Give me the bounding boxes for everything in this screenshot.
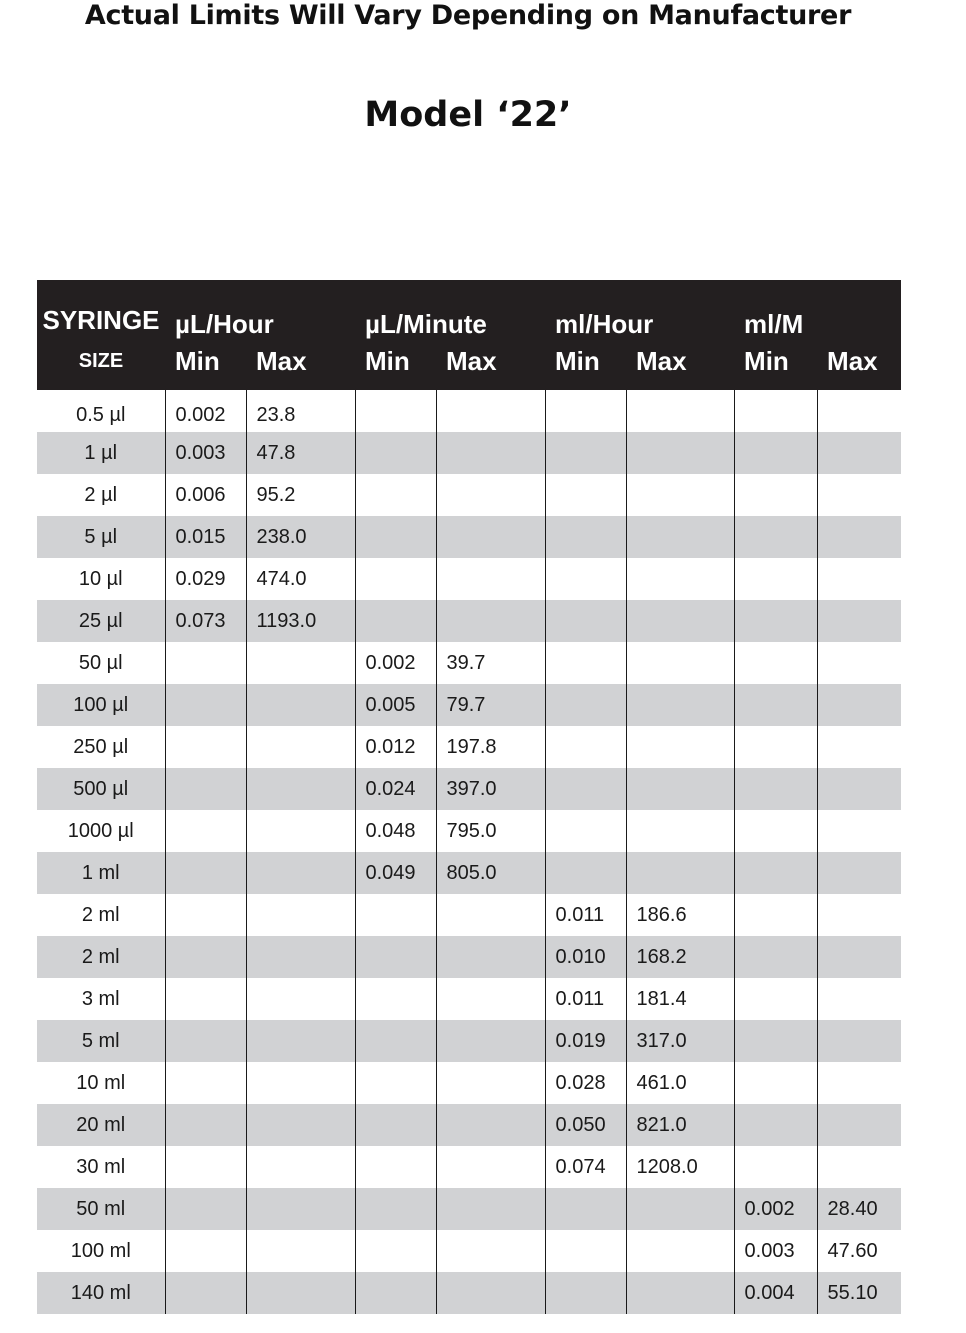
max-value-cell <box>817 516 901 558</box>
table-row <box>37 684 901 726</box>
syringe-size-cell: 10 ml <box>76 1071 126 1094</box>
max-value-cell <box>246 978 355 1020</box>
syringe-size-cell: 50 ml <box>37 1188 165 1230</box>
max-value-cell: 39.7 <box>436 642 545 684</box>
max-value-cell <box>246 936 355 978</box>
min-value-cell <box>165 894 246 936</box>
syringe-size-cell: 30 ml <box>76 1155 126 1178</box>
table-row <box>37 432 901 474</box>
min-value-cell: 0.012 <box>355 726 436 768</box>
syringe-size-cell: 2 ml <box>37 936 165 978</box>
max-value-cell <box>817 1062 901 1104</box>
max-value-cell <box>817 936 901 978</box>
min-value-cell <box>355 936 436 978</box>
min-value-cell: 0.011 <box>545 894 626 936</box>
max-value-cell <box>817 684 901 726</box>
min-value-cell <box>165 1230 246 1272</box>
min-value-cell <box>165 684 246 726</box>
max-value-cell <box>626 558 734 600</box>
max-value-cell <box>626 1272 734 1314</box>
max-value-cell: 47.60 <box>817 1230 901 1272</box>
min-value-cell <box>355 1230 436 1272</box>
min-value-cell <box>734 1062 817 1104</box>
min-value-cell <box>165 1272 246 1314</box>
max-value-cell: 795.0 <box>436 810 545 852</box>
max-value-cell <box>436 390 545 432</box>
max-value-cell <box>817 810 901 852</box>
max-value-cell <box>626 600 734 642</box>
table-row <box>37 726 901 768</box>
min-value-cell <box>165 1104 246 1146</box>
table-row <box>37 768 901 810</box>
min-value-cell <box>165 978 246 1020</box>
header-max: Max <box>436 342 545 390</box>
max-value-cell: 1193.0 <box>246 600 355 642</box>
min-value-cell <box>165 1020 246 1062</box>
header-syringe: SYRINGE <box>37 280 165 342</box>
min-value-cell <box>734 768 817 810</box>
header-min: Min <box>165 342 246 390</box>
max-value-cell <box>436 600 545 642</box>
max-value-cell <box>246 1272 355 1314</box>
syringe-size-cell: 1 µl <box>37 432 165 474</box>
table-row <box>37 894 901 936</box>
syringe-size-cell: 5 µl <box>37 516 165 558</box>
min-value-cell <box>165 642 246 684</box>
max-value-cell <box>436 978 545 1020</box>
max-value-cell: 397.0 <box>436 768 545 810</box>
max-value-cell <box>626 432 734 474</box>
min-value-cell <box>545 642 626 684</box>
table-row <box>37 1146 901 1188</box>
min-value-cell: 0.073 <box>165 600 246 642</box>
max-value-cell: 821.0 <box>626 1104 734 1146</box>
header-min: Min <box>545 342 626 390</box>
model-title: Model ‘22’ <box>364 95 572 135</box>
header-size: SIZE <box>37 342 165 390</box>
min-value-cell: 0.074 <box>545 1146 626 1188</box>
min-value-cell <box>355 390 436 432</box>
min-value-cell <box>545 1188 626 1230</box>
min-value-cell <box>545 768 626 810</box>
max-value-cell <box>436 474 545 516</box>
min-value-cell <box>355 978 436 1020</box>
table-row <box>37 642 901 684</box>
max-value-cell <box>436 1062 545 1104</box>
max-value-cell <box>817 390 901 432</box>
max-value-cell <box>436 1146 545 1188</box>
table-row <box>37 558 901 600</box>
syringe-size-cell: 5 ml <box>37 1020 165 1062</box>
max-value-cell: 197.8 <box>436 726 545 768</box>
syringe-size-cell: 250 µl <box>73 735 129 758</box>
min-value-cell <box>355 1020 436 1062</box>
min-value-cell <box>165 936 246 978</box>
max-value-cell <box>626 810 734 852</box>
max-value-cell <box>436 558 545 600</box>
min-value-cell <box>734 726 817 768</box>
max-value-cell: 79.7 <box>436 684 545 726</box>
header-max: Max <box>246 342 355 390</box>
min-value-cell <box>734 894 817 936</box>
syringe-size-cell: 140 ml <box>37 1272 165 1314</box>
min-value-cell: 0.010 <box>545 936 626 978</box>
max-value-cell: 805.0 <box>436 852 545 894</box>
min-value-cell <box>165 726 246 768</box>
syringe-size-cell: 3 ml <box>81 987 120 1010</box>
min-value-cell <box>545 852 626 894</box>
max-value-cell <box>817 1020 901 1062</box>
max-value-cell <box>817 642 901 684</box>
min-value-cell <box>165 1062 246 1104</box>
header-min: Min <box>734 342 817 390</box>
max-value-cell: 181.4 <box>626 978 734 1020</box>
min-value-cell <box>734 1146 817 1188</box>
min-value-cell <box>734 684 817 726</box>
min-value-cell <box>165 1146 246 1188</box>
min-value-cell <box>545 1230 626 1272</box>
max-value-cell <box>817 1146 901 1188</box>
max-value-cell <box>436 516 545 558</box>
syringe-size-cell: 20 ml <box>37 1104 165 1146</box>
min-value-cell <box>545 516 626 558</box>
max-value-cell: 168.2 <box>626 936 734 978</box>
syringe-size-cell: 25 µl <box>37 600 165 642</box>
min-value-cell: 0.050 <box>545 1104 626 1146</box>
syringe-size-cell: 2 µl <box>84 483 118 506</box>
min-value-cell <box>734 558 817 600</box>
max-value-cell <box>246 642 355 684</box>
max-value-cell <box>246 1188 355 1230</box>
max-value-cell <box>436 432 545 474</box>
min-value-cell <box>545 390 626 432</box>
max-value-cell <box>436 1188 545 1230</box>
syringe-size-cell: 1000 µl <box>67 819 134 842</box>
min-value-cell <box>734 390 817 432</box>
max-value-cell <box>817 1104 901 1146</box>
max-value-cell <box>436 1104 545 1146</box>
max-value-cell: 238.0 <box>246 516 355 558</box>
min-value-cell <box>734 936 817 978</box>
max-value-cell: 28.40 <box>817 1188 901 1230</box>
header-ul-hour: µL/Hour <box>165 280 355 342</box>
table-body <box>37 390 901 1314</box>
min-value-cell: 0.002 <box>165 390 246 432</box>
max-value-cell <box>246 1104 355 1146</box>
max-value-cell <box>246 1146 355 1188</box>
min-value-cell <box>734 600 817 642</box>
max-value-cell: 317.0 <box>626 1020 734 1062</box>
max-value-cell <box>246 894 355 936</box>
page-banner: Actual Limits Will Vary Depending on Manufacturer <box>84 0 852 31</box>
max-value-cell <box>246 810 355 852</box>
max-value-cell <box>246 684 355 726</box>
min-value-cell <box>545 810 626 852</box>
max-value-cell: 186.6 <box>626 894 734 936</box>
max-value-cell <box>626 474 734 516</box>
max-value-cell <box>817 432 901 474</box>
table-header <box>37 280 901 390</box>
min-value-cell <box>355 894 436 936</box>
table-row <box>37 600 901 642</box>
min-value-cell: 0.005 <box>355 684 436 726</box>
max-value-cell <box>246 1230 355 1272</box>
syringe-size-cell: 500 µl <box>37 768 165 810</box>
max-value-cell <box>817 474 901 516</box>
syringe-size-cell: 2 ml <box>81 903 120 926</box>
table-row <box>37 1188 901 1230</box>
max-value-cell <box>626 390 734 432</box>
max-value-cell: 461.0 <box>626 1062 734 1104</box>
max-value-cell <box>246 1062 355 1104</box>
max-value-cell <box>436 894 545 936</box>
min-value-cell: 0.004 <box>734 1272 817 1314</box>
table-row <box>37 1062 901 1104</box>
min-value-cell: 0.028 <box>545 1062 626 1104</box>
min-value-cell <box>734 852 817 894</box>
max-value-cell: 474.0 <box>246 558 355 600</box>
max-value-cell <box>817 978 901 1020</box>
table-row <box>37 810 901 852</box>
min-value-cell: 0.003 <box>734 1230 817 1272</box>
syringe-size-cell: 0.5 µl <box>76 403 126 426</box>
min-value-cell <box>734 642 817 684</box>
header-ul-minute: µL/Minute <box>355 280 545 342</box>
max-value-cell <box>626 726 734 768</box>
min-value-cell <box>734 516 817 558</box>
min-value-cell <box>545 474 626 516</box>
max-value-cell <box>436 1272 545 1314</box>
min-value-cell <box>734 474 817 516</box>
header-min: Min <box>355 342 436 390</box>
max-value-cell <box>246 726 355 768</box>
header-ml-hour: ml/Hour <box>545 280 734 342</box>
table-row <box>37 852 901 894</box>
header-max: Max <box>817 342 901 390</box>
min-value-cell <box>734 432 817 474</box>
max-value-cell <box>626 642 734 684</box>
min-value-cell <box>165 852 246 894</box>
max-value-cell: 95.2 <box>246 474 355 516</box>
max-value-cell <box>817 894 901 936</box>
min-value-cell <box>355 1272 436 1314</box>
table-row <box>37 1104 901 1146</box>
min-value-cell <box>734 810 817 852</box>
max-value-cell <box>626 516 734 558</box>
header-ml-minute: ml/M <box>734 280 901 342</box>
max-value-cell <box>246 852 355 894</box>
min-value-cell: 0.006 <box>165 474 246 516</box>
min-value-cell <box>545 726 626 768</box>
min-value-cell <box>165 768 246 810</box>
min-value-cell <box>355 1104 436 1146</box>
min-value-cell <box>355 1188 436 1230</box>
min-value-cell: 0.015 <box>165 516 246 558</box>
max-value-cell <box>626 1230 734 1272</box>
max-value-cell <box>817 852 901 894</box>
syringe-size-cell: 100 µl <box>37 684 165 726</box>
max-value-cell: 1208.0 <box>626 1146 734 1188</box>
min-value-cell <box>545 684 626 726</box>
min-value-cell: 0.049 <box>355 852 436 894</box>
syringe-size-cell: 10 µl <box>78 567 123 590</box>
min-value-cell <box>545 558 626 600</box>
min-value-cell: 0.003 <box>165 432 246 474</box>
syringe-size-cell: 100 ml <box>70 1239 131 1262</box>
header-max: Max <box>626 342 734 390</box>
min-value-cell <box>165 1188 246 1230</box>
min-value-cell <box>355 600 436 642</box>
min-value-cell <box>734 1020 817 1062</box>
min-value-cell: 0.024 <box>355 768 436 810</box>
min-value-cell <box>734 1104 817 1146</box>
table-row <box>37 936 901 978</box>
max-value-cell <box>436 1020 545 1062</box>
max-value-cell <box>246 1020 355 1062</box>
min-value-cell: 0.029 <box>165 558 246 600</box>
min-value-cell <box>355 1062 436 1104</box>
min-value-cell: 0.002 <box>355 642 436 684</box>
table-row <box>37 390 901 432</box>
max-value-cell <box>626 684 734 726</box>
min-value-cell <box>165 810 246 852</box>
min-value-cell <box>355 516 436 558</box>
min-value-cell <box>355 558 436 600</box>
min-value-cell <box>545 1272 626 1314</box>
table-row <box>37 978 901 1020</box>
table-row <box>37 474 901 516</box>
max-value-cell <box>817 768 901 810</box>
max-value-cell <box>817 726 901 768</box>
table-row <box>37 516 901 558</box>
max-value-cell <box>626 852 734 894</box>
max-value-cell <box>436 1230 545 1272</box>
min-value-cell: 0.011 <box>545 978 626 1020</box>
table-row <box>37 1230 901 1272</box>
max-value-cell <box>817 600 901 642</box>
min-value-cell: 0.048 <box>355 810 436 852</box>
min-value-cell: 0.019 <box>545 1020 626 1062</box>
max-value-cell: 23.8 <box>246 390 355 432</box>
max-value-cell <box>436 936 545 978</box>
max-value-cell: 47.8 <box>246 432 355 474</box>
syringe-limits-table <box>37 280 901 1314</box>
max-value-cell <box>626 768 734 810</box>
min-value-cell <box>355 474 436 516</box>
min-value-cell <box>355 1146 436 1188</box>
table-row <box>37 1272 901 1314</box>
min-value-cell: 0.002 <box>734 1188 817 1230</box>
table-row <box>37 1020 901 1062</box>
max-value-cell: 55.10 <box>817 1272 901 1314</box>
min-value-cell <box>734 978 817 1020</box>
syringe-size-cell: 50 µl <box>78 651 123 674</box>
syringe-size-cell: 1 ml <box>37 852 165 894</box>
max-value-cell <box>817 558 901 600</box>
max-value-cell <box>626 1188 734 1230</box>
min-value-cell <box>545 600 626 642</box>
min-value-cell <box>355 432 436 474</box>
min-value-cell <box>545 432 626 474</box>
max-value-cell <box>246 768 355 810</box>
